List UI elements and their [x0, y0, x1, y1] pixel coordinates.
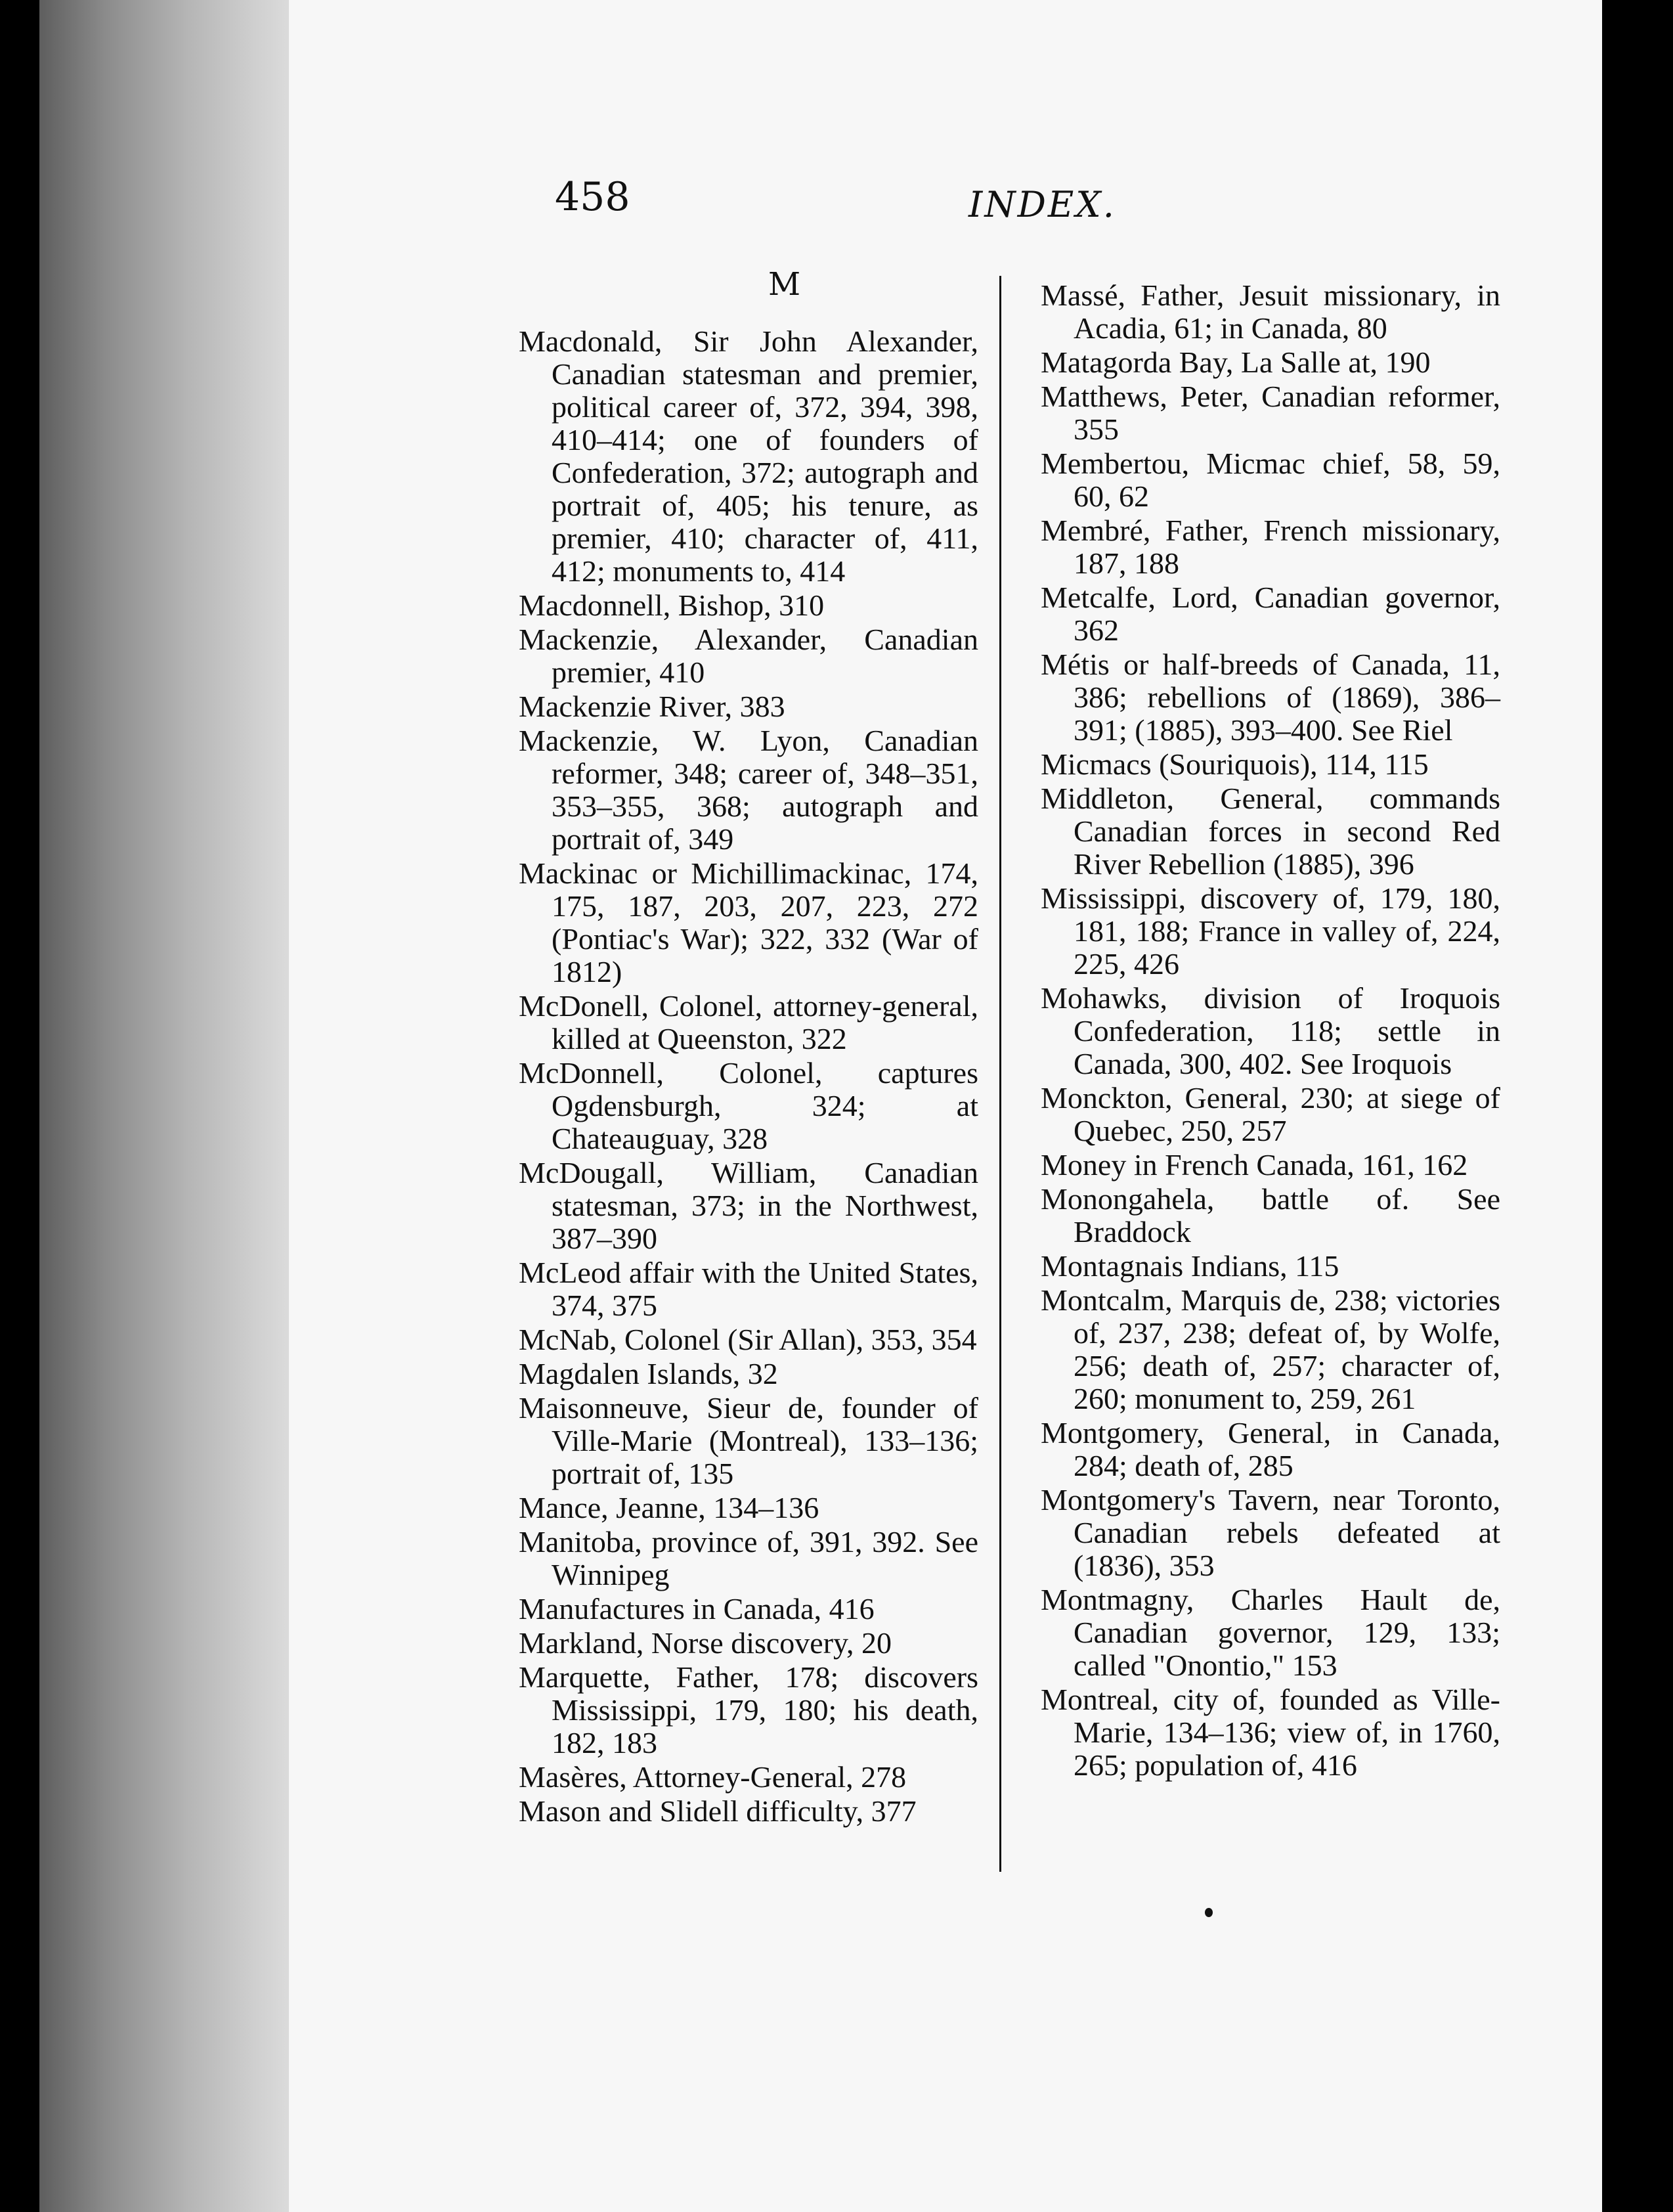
index-entry: Markland, Norse discovery, 20	[519, 1626, 892, 1660]
index-entry: Monckton, General, 230; at siege of Quebec, 250, 257	[1041, 1081, 1500, 1147]
index-entry: Massé, Father, Jesuit missionary, in Acadia, 61; in Canada, 80	[1041, 278, 1500, 345]
index-entry: Matthews, Peter, Canadian reformer, 355	[1041, 380, 1500, 446]
index-entry: Mohawks, division of Iroquois Confederation, 118; settle in Canada, 300, 402. See Iroquois	[1041, 981, 1500, 1080]
index-entry: Metcalfe, Lord, Canadian governor, 362	[1041, 581, 1500, 647]
book-page-edges	[39, 0, 309, 2212]
running-head-title: INDEX.	[968, 184, 1116, 225]
index-column-left	[519, 325, 978, 1829]
index-entry: Métis or half-breeds of Canada, 11, 386; rebellions of (1869), 386–391; (1885), 393–400. See Riel	[1041, 648, 1500, 747]
index-entry: Magdalen Islands, 32	[519, 1357, 778, 1390]
index-entry: Mackenzie River, 383	[519, 690, 785, 723]
index-entry: McDougall, William, Canadian statesman, 373; in the Northwest, 387–390	[519, 1156, 978, 1255]
right-gutter	[1602, 0, 1641, 2212]
index-entry: Micmacs (Souriquois), 114, 115	[1041, 747, 1429, 781]
page-number: 458	[555, 174, 630, 220]
index-entry: Montgomery, General, in Canada, 284; death of, 285	[1041, 1416, 1500, 1482]
index-entry: Membré, Father, French missionary, 187, 188	[1041, 514, 1500, 580]
column-divider	[999, 276, 1001, 1872]
index-column-right	[1041, 279, 1500, 1783]
index-entry: Montagnais Indians, 115	[1041, 1249, 1339, 1283]
index-entry: Mackenzie, W. Lyon, Canadian reformer, 348; career of, 348–351, 353–355, 368; autograph and portrait of, 349	[519, 724, 978, 856]
index-entry: Montcalm, Marquis de, 238; victories of, 237, 238; defeat of, by Wolfe, 256; death of, 257; character of, 260; monument to, 259, 261	[1041, 1283, 1500, 1415]
index-entry: Montgomery's Tavern, near Toronto, Canadian rebels defeated at (1836), 353	[1041, 1483, 1500, 1582]
index-entry: Montmagny, Charles Hault de, Canadian governor, 129, 133; called "Onontio," 153	[1041, 1583, 1500, 1682]
index-entry: Macdonald, Sir John Alexander, Canadian statesman and premier, political career of, 372, 394, 398, 410–414; one of founders of Confederation, 372; autograph and portrait of, 405; his tenure, as premier, 410; character of, 411, 412; monuments to, 414	[519, 324, 978, 588]
index-entry: Mance, Jeanne, 134–136	[519, 1491, 819, 1524]
index-entry: Masères, Attorney-General, 278	[519, 1760, 907, 1794]
index-entry: Manufactures in Canada, 416	[519, 1592, 875, 1626]
index-entry: Mississippi, discovery of, 179, 180, 181, 188; France in valley of, 224, 225, 426	[1041, 881, 1500, 981]
index-entry: Manitoba, province of, 391, 392. See Winnipeg	[519, 1525, 978, 1591]
index-entry: McLeod affair with the United States, 374, 375	[519, 1256, 978, 1322]
index-entry: Middleton, General, commands Canadian forces in second Red River Rebellion (1885), 396	[1041, 782, 1500, 881]
index-entry: McDonnell, Colonel, captures Ogdensburgh, 324; at Chateauguay, 328	[519, 1056, 978, 1155]
index-entry: McNab, Colonel (Sir Allan), 353, 354	[519, 1323, 977, 1356]
section-letter: M	[768, 266, 801, 303]
index-entry: Monongahela, battle of. See Braddock	[1041, 1182, 1500, 1249]
index-entry: Marquette, Father, 178; discovers Mississippi, 179, 180; his death, 182, 183	[519, 1660, 978, 1759]
index-entry: Money in French Canada, 161, 162	[1041, 1148, 1468, 1182]
index-entry: Mackenzie, Alexander, Canadian premier, 410	[519, 623, 978, 689]
index-entry: Membertou, Micmac chief, 58, 59, 60, 62	[1041, 447, 1500, 513]
index-entry: Matagorda Bay, La Salle at, 190	[1041, 345, 1431, 379]
ink-speck	[1205, 1908, 1213, 1917]
index-entry: McDonell, Colonel, attorney-general, killed at Queenston, 322	[519, 989, 978, 1055]
index-entry: Macdonnell, Bishop, 310	[519, 588, 825, 622]
index-entry: Montreal, city of, founded as Ville-Marie, 134–136; view of, in 1760, 265; population of, 416	[1041, 1683, 1500, 1782]
index-entry: Mason and Slidell difficulty, 377	[519, 1794, 917, 1828]
index-entry: Maisonneuve, Sieur de, founder of Ville-Marie (Montreal), 133–136; portrait of, 135	[519, 1391, 978, 1490]
index-entry: Mackinac or Michillimackinac, 174, 175, 187, 203, 207, 223, 272 (Pontiac's War); 322, 332 (War of 1812)	[519, 856, 978, 988]
